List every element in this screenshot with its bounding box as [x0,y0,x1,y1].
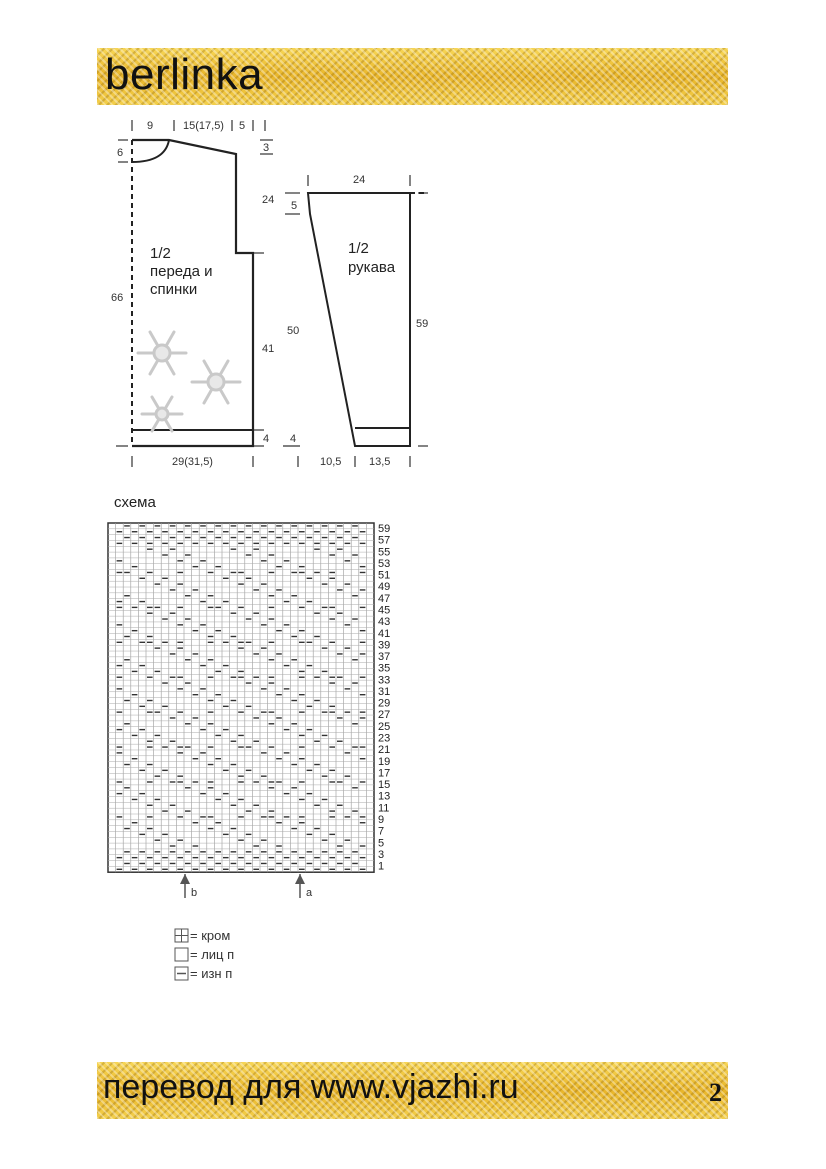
row-number: 45 [378,604,391,617]
row-number: 51 [378,569,391,582]
dim-width: 29(31,5) [172,456,213,468]
row-number: 15 [378,779,391,792]
legend-purl-icon [175,967,188,980]
dim-top-left: 9 [147,120,154,132]
knitting-chart-grid [108,523,374,872]
dim-sleeve-bottom-left: 10,5 [320,456,342,468]
snowflake-decoration-icon [138,332,240,431]
row-number: 37 [378,651,391,664]
dim-shoulder-drop: 3 [263,142,270,154]
dim-sleeve-cap: 5 [291,200,298,212]
dim-total-height: 66 [111,292,124,304]
row-number: 47 [378,592,391,605]
dim-sleeve-top: 24 [353,174,366,186]
marker-b [180,874,197,899]
row-number: 57 [378,534,391,547]
row-number: 11 [378,802,390,815]
sleeve-label-line2: рукава [348,259,396,276]
row-number: 41 [378,627,391,640]
dim-top-mid: 15(17,5) [183,120,224,132]
row-number: 7 [378,825,385,838]
row-number: 9 [378,814,385,826]
row-number: 23 [378,732,391,745]
front-back-schematic [111,120,274,468]
row-number: 5 [378,837,385,850]
row-number: 29 [378,697,391,710]
front-back-label-line3: спинки [150,281,198,298]
row-number: 59 [378,523,391,535]
row-number: 27 [378,709,391,722]
chart-title: схема [114,494,156,511]
legend-edge-icon [175,929,188,942]
row-number: 13 [378,790,391,803]
row-number: 35 [378,662,391,675]
row-number: 1 [378,860,385,873]
marker-a-label: a [306,887,313,899]
dim-armhole: 24 [262,194,275,206]
row-number: 17 [378,767,391,780]
legend-purl-text: = изн п [190,966,233,981]
page-number: 2 [709,1078,722,1107]
legend-knit-text: = лиц п [190,947,235,962]
marker-a [295,874,313,899]
dim-sleeve-ribbing: 4 [290,433,297,445]
chart-row-numbers [378,523,390,873]
footer-text: перевод для www.vjazhi.ru [103,1068,519,1106]
dim-sleeve-inner: 50 [287,325,300,337]
front-back-label-line2: переда и [150,263,213,280]
row-number: 55 [378,546,391,559]
dim-sleeve-outer: 59 [416,318,429,330]
sleeve-label-line1: 1/2 [348,240,369,257]
legend-edge-text: = кром [190,928,231,943]
row-number: 43 [378,616,391,629]
row-number: 31 [378,685,391,698]
legend-knit-icon [175,948,188,961]
front-back-label-line1: 1/2 [150,245,171,262]
dim-neck-depth: 6 [117,147,124,159]
row-number: 39 [378,639,391,652]
row-number: 33 [378,674,391,687]
dim-sleeve-bottom-right: 13,5 [369,456,391,468]
row-number: 53 [378,557,391,570]
row-number: 19 [378,755,391,768]
row-number: 21 [378,744,391,757]
dim-top-right: 5 [239,120,246,132]
row-number: 3 [378,848,385,861]
row-number: 49 [378,581,391,594]
marker-b-label: b [191,887,198,899]
row-number: 25 [378,720,391,733]
footer-banner [97,1062,728,1119]
dim-ribbing: 4 [263,433,270,445]
header-title: berlinka [105,50,264,99]
dim-side: 41 [262,343,275,355]
legend [175,928,234,981]
sleeve-schematic [283,174,428,468]
